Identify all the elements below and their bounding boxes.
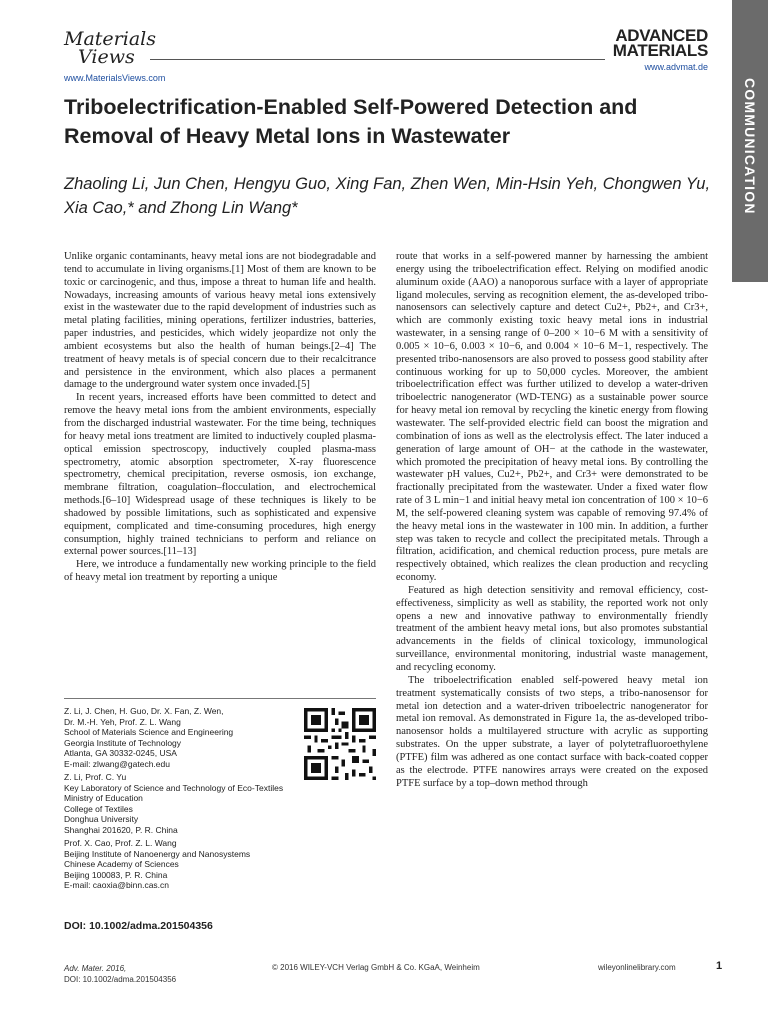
body-column-left [64,251,376,585]
affiliation-entry: Z. Li, J. Chen, H. Guo, Dr. X. Fan, Z. Wen, Dr. M.-H. Yeh, Prof. Z. L. Wang School of Materials Science and Engineering Georgia Institute of Technology Atlanta, GA 30332-0245, USA E-mail: zlwang@gatech.edu [64,706,234,769]
logo-left-line1: Materials [64,28,156,50]
side-tab-label: COMMUNICATION [742,78,758,215]
body-paragraph: In recent years, increased efforts have been committed to detect and remove the heavy metal ions from the ambient environments, especially from the discharged industrial wastewater. For the time being, techniques for heavy metal ions treatment are limited to inductively coupled plasma-optical emission spectroscopy, inductively coupled plasma-mass spectrometry, atomic absorption spectrometer, X-ray fluorescence spectrometry, chemical precipitation, reverse osmosis, ion exchange, membrane filtration, coagulation–flocculation, and electrochemical methods.[6–10] Widespread usage of these techniques is likely to be shadowed by possible limitations, such as sophisticated and expensive equipment, complicated and time-consuming procedures, high energy consumption, highly trained technicians to perform and reliance on external power sources.[11–13] [64,392,376,558]
affiliation-entry: Prof. X. Cao, Prof. Z. L. Wang Beijing Institute of Nanoenergy and Nanosystems Chinese Academy of Sciences Beijing 100083, P. R. China E-mail: caoxia@binn.cas.cn [64,838,251,890]
advmat-url-link[interactable]: www.advmat.de [644,62,708,72]
communication-side-tab [732,0,768,282]
footer-journal: Adv. Mater. 2016, [64,964,127,973]
article-doi: DOI: 10.1002/adma.201504356 [64,920,213,932]
footer-site-link[interactable]: wileyonlinelibrary.com [598,963,676,972]
logo-right-line1: ADVANCED [615,26,708,45]
materials-views-logo [64,30,156,66]
body-column-right [396,251,708,790]
affiliations-block [64,706,304,894]
author-list: Zhaoling Li, Jun Chen, Hengyu Guo, Xing Fan, Zhen Wen, Min-Hsin Yeh, Chongwen Yu, Xia Cao,* and Zhong Lin Wang* [64,175,711,217]
footer-copyright: © 2016 WILEY-VCH Verlag GmbH & Co. KGaA, Weinheim [272,963,480,972]
footer-citation [64,963,176,985]
affiliation-divider [64,698,376,699]
logo-left-line2: Views [78,46,135,68]
body-paragraph: The triboelectrification enabled self-powered heavy metal ion treatment systematically consists of two steps, a tribo-nanosensor for metal ion detection and a water-driven triboelectric nanogenerator for metal ion removal. As demonstrated in Figure 1a, the as-developed tribo-nanosensor holds a multilayered structure with acrylic as supporting substrates. On the upper substrate, a layer of polytetrafluoroethylene (PTFE) film was adhered as one contact surface with back-coated copper as the electrode. PTFE nanowires arrays were created on the exposed PTFE surface by a top–down method through [396,674,708,789]
advanced-materials-logo [604,28,708,58]
qr-code-icon[interactable] [304,708,376,780]
body-paragraph: route that works in a self-powered manner by harnessing the ambient energy using the triboelectrification effect. Relying on modified anodic aluminum oxide (AAO) a nanoporous surface with a layer of appropriate ligand molecules, serving as recognition element, the as-developed tribo-nanosensors can selectively capture and detect Cu2+, Pb2+, and Cr3+, which are commonly existing toxic heavy metal ions in industrial wastewater, in a sensing range of 0–200 × 10−6 M with a sensitivity of 0.005 × 10−6, 0.003 × 10−6, and 0.004 × 10−6 M−1, respectively. The presented tribo-nanosensors are also proved to possess good stability after continuous working for up to 50,000 cycles. Moreover, the ambient triboelectrification effect was further utilized to develop a water-driven triboelectric nanogenerator (WD-TENG) as a sustainable power source for heavy metal ion removal by recycling the kinetic energy from flowing wastewater. The self-provided electric field can boost the migration and combination of ions as well as the electrolysis effect. The later induced a generation of large amount of OH− at the cathode in the wastewater, which promoted the precipitation of heavy metal ions. By controlling the wastewater pH values, Cu2+, Pb2+, and Cr3+ were demonstrated to be fractionally precipitated from the wastewater. Under a fixed water flow rate of 3 L min−1 and initial heavy metal ion concentration of 100 × 10−6 M, the self-powered cleaning system was capable of removing 97.4% of the heavy metal ions in the wastewater in 100 min. In addition, a further step was taken to recycle and collect the precipitated metals. Through a filtration, acidification, and chemical reduction process, pure metals are respectively obtained, which realizes the clean production and recycling economy. [396,251,708,584]
affiliation-entry: Z. Li, Prof. C. Yu Key Laboratory of Science and Technology of Eco-Textiles Ministry of Education College of Textiles Donghua University Shanghai 201620, P. R. China [64,772,284,835]
header-rule [150,59,605,60]
body-paragraph: Unlike organic contaminants, heavy metal ions are not biodegradable and tend to accumulate in living organisms.[1] Most of them are known to be toxic or carcinogenic, and thus, impose a threat to human life and health. Nowadays, increasing amounts of various heavy metal ions extensively exist in the wastewater due to the rapid development of industries such as metal plating facilities, mining operations, fertilizer industries, batteries, paper industries, and pesticides, which widely jeopardize not only the ambient ecosystems but also the health of human beings.[2–4] The treatment of heavy metals is of special concern due to their recalcitrance and persistence in the environment, which also places a permanent damage to the underground water system once invaded.[5] [64,251,376,391]
body-paragraph: Featured as high detection sensitivity and removal efficiency, cost-effectiveness, simplicity as well as stability, the reported work not only opens a new and innovative pathway to environmentally friendly treatment of the ambient heavy metal ions, but also promotes substantial advancements in the fields of clinical toxicology, immunological surveillance, environmental monitoring, industrial waste management, and recycling economy. [396,584,708,673]
page-number: 1 [716,960,723,972]
logo-right-line2: MATERIALS [612,41,708,60]
footer-doi: DOI: 10.1002/adma.201504356 [64,975,177,984]
body-paragraph: Here, we introduce a fundamentally new working principle to the field of heavy metal ion treatment by reporting a unique [64,559,376,584]
materialsviews-url-link[interactable]: www.MaterialsViews.com [64,73,166,83]
article-title: Triboelectrification-Enabled Self-Powered Detection and Removal of Heavy Metal Ions in Wastewater [64,95,638,148]
